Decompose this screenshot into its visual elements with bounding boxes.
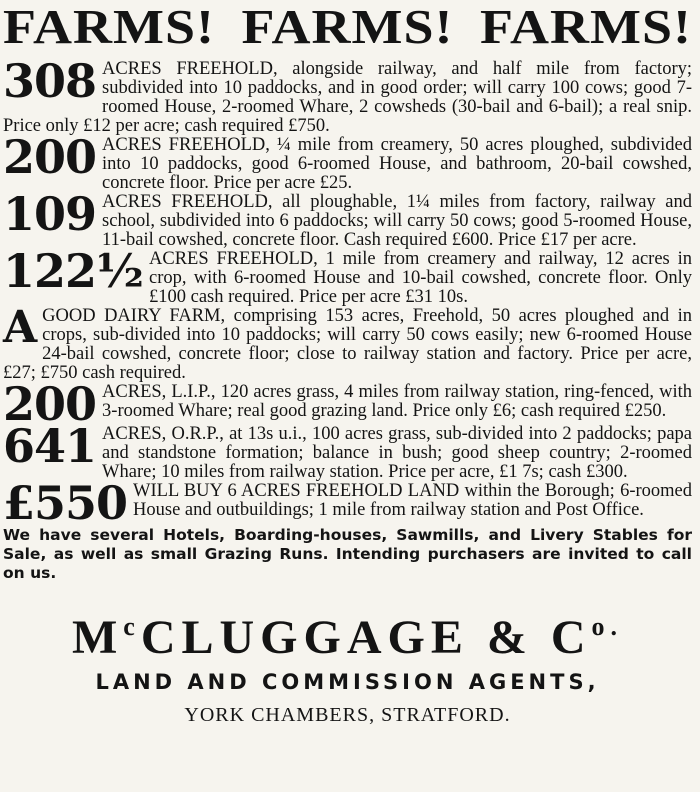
listing-lead-number: 109 — [3, 187, 97, 241]
listing-550-pounds — [3, 476, 692, 530]
listing-lead-number: 200 — [3, 377, 97, 431]
listing-lead-number: 308 — [3, 54, 97, 108]
listing-text: ACRES FREEHOLD, ¼ mile from creamery, 50 acres ploughed, subdivided into 10 paddocks, good 6-roomed House, and bathroom, 20-bail cowshed, concrete floor. Price per acre £25. — [102, 135, 692, 193]
listing-text: ACRES, O.R.P., at 13s u.i., 100 acres grass, sub-divided into 2 paddocks; papa and standstone formation; balance in bush; good sheep country; 2-roomed Whare; 10 miles from railway station. Price per acre, £1 7s; cash £300. — [102, 424, 692, 482]
listing-200-acres-lip — [3, 377, 692, 431]
headline-word-2: FARMS! — [241, 0, 454, 54]
firm-name-main: CLUGGAGE & C — [140, 611, 592, 664]
listing-122-acres — [3, 244, 692, 307]
firm-name-co: o. — [591, 612, 624, 641]
firm-agents: LAND AND COMMISSION AGENTS, — [95, 670, 600, 694]
listing-lead-number: 122½ — [3, 244, 143, 298]
listing-text: ACRES, L.I.P., 120 acres grass, 4 miles from railway station, ring-fenced, with 3-roomed Whare; real good grazing land. Price only £6; cash required £250. — [102, 382, 692, 421]
listing-text: GOOD DAIRY FARM, comprising 153 acres, Freehold, 50 acres ploughed and in crops, sub-divided into 10 paddocks; will carry 50 cows easily; new 6-roomed House 24-bail cowshed, concrete floor; close to railway station and factory. Price per acre, £27; £750 cash required. — [3, 306, 692, 383]
notice: We have several Hotels, Boarding-houses, Sawmills, and Livery Stables for Sale, as well as small Grazing Runs. Intending purchasers are invited to call on us. — [3, 526, 692, 582]
listing-text: ACRES FREEHOLD, 1 mile from creamery and railway, 12 acres in crop, with 6-roomed House and 10-bail cowshed, concrete floor. Only £100 cash required. Price per acre £31 10s. — [149, 249, 692, 307]
listing-lead-price: £550 — [3, 476, 128, 530]
listing-text: ACRES FREEHOLD, all ploughable, 1¼ miles from factory, railway and school, subdivided into 6 paddocks; will carry 50 cows; good 5-roomed House, 11-bail cowshed, concrete floor. Cash required £600. Price £17 per acre. — [102, 192, 692, 250]
listing-lead-letter: A — [3, 302, 37, 353]
listing-109-acres — [3, 187, 692, 250]
listing-text: ACRES FREEHOLD, alongside railway, and half mile from factory; subdivided into 10 paddocks, and in good order; will carry 100 cows; good 7-roomed House, 2-roomed Whare, 2 cowsheds (30-bail and 6-bail); a real snip. Price only £12 per acre; cash required £750. — [3, 59, 692, 136]
listing-text: WILL BUY 6 ACRES FREEHOLD LAND within the Borough; 6-roomed House and outbuildings; 1 mile from railway station and Post Office. — [133, 481, 692, 520]
listing-641-acres — [3, 419, 692, 482]
firm-address: YORK CHAMBERS, STRATFORD. — [184, 704, 511, 726]
firm-name-m: M — [71, 611, 124, 664]
listing-200-acres — [3, 130, 692, 193]
listing-lead-number: 641 — [3, 419, 97, 473]
headline — [3, 0, 692, 54]
firm-name-c: c — [123, 612, 141, 641]
headline-word-3: FARMS! — [480, 0, 692, 54]
listing-dairy-farm — [3, 302, 692, 383]
headline-word-1: FARMS! — [3, 0, 215, 54]
listing-308-acres — [3, 54, 692, 136]
listing-lead-number: 200 — [3, 130, 97, 184]
firm-name — [3, 601, 692, 664]
